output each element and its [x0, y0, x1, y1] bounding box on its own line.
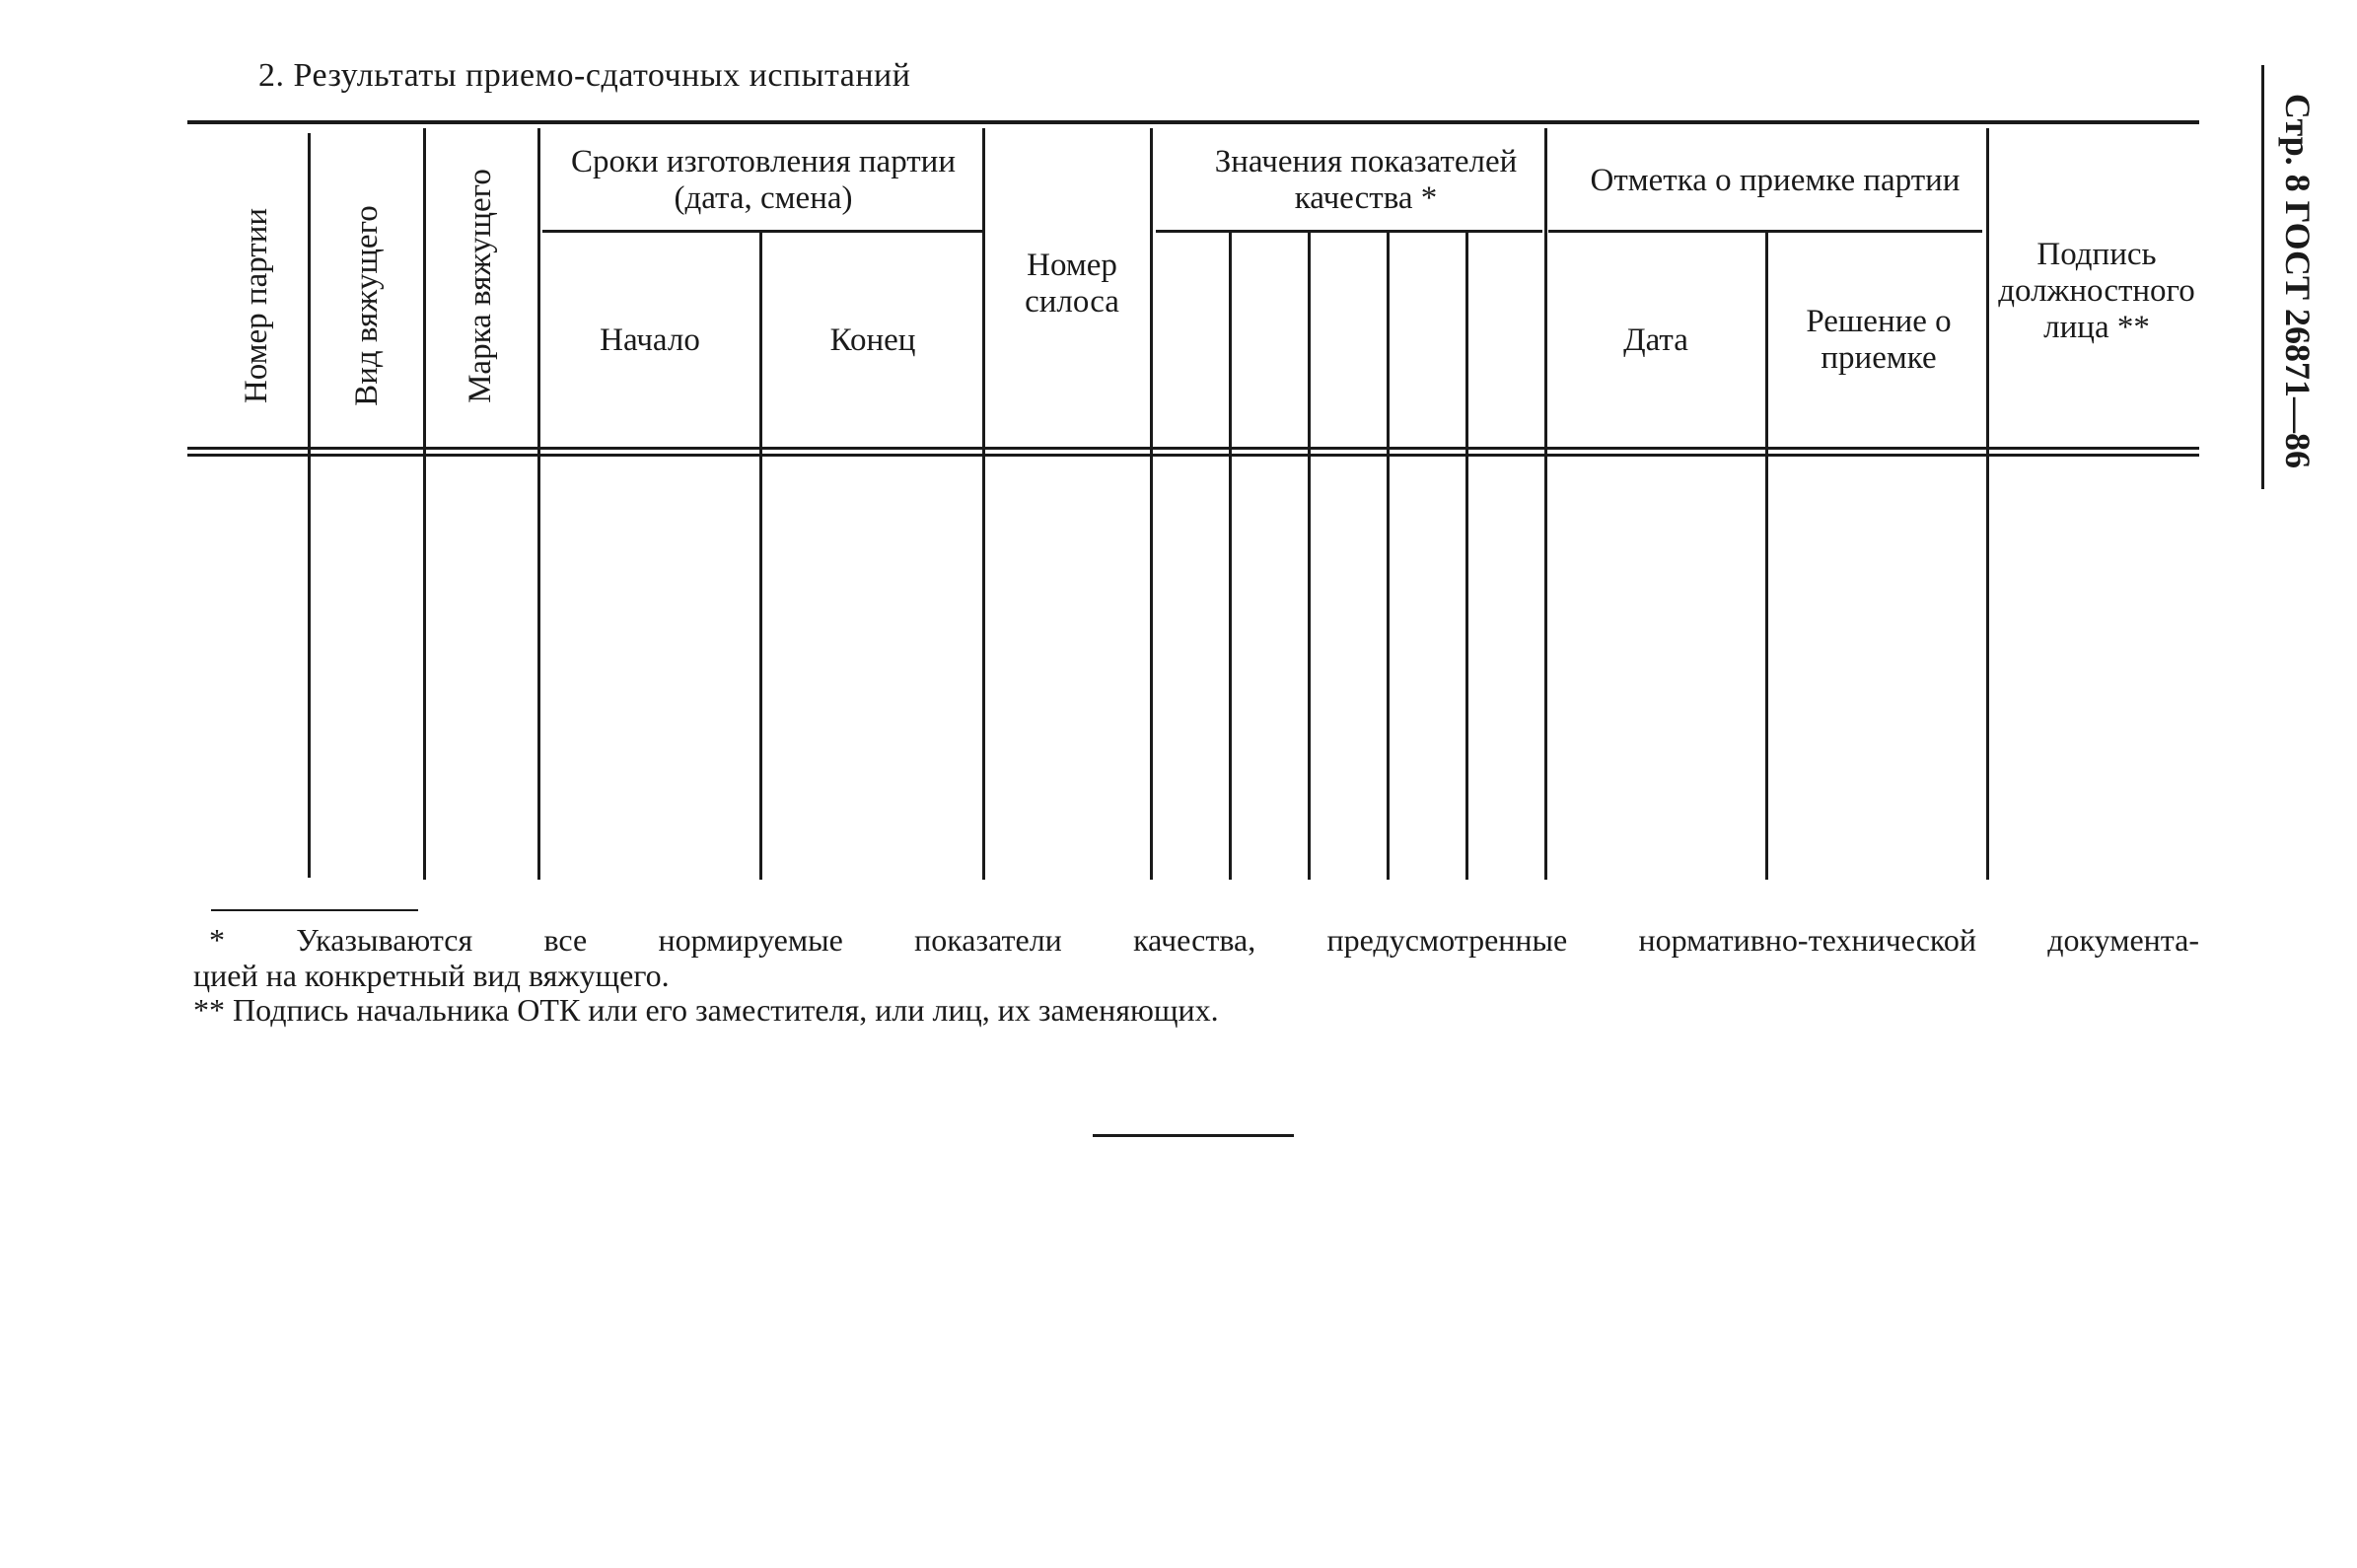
- col-divider: [759, 233, 762, 880]
- dates-group-rule: [542, 230, 982, 233]
- col-divider: [1465, 233, 1468, 880]
- side-label-rule: [2261, 65, 2264, 489]
- col-divider: [1765, 233, 1768, 880]
- table-top-rule: [187, 120, 2199, 124]
- header-decision: Решение о приемке: [1806, 304, 1952, 376]
- col-divider: [982, 128, 985, 880]
- header-binder-grade: Марка вяжущего: [463, 169, 498, 403]
- col-divider: [1308, 233, 1311, 880]
- footnote-2: ** Подпись начальника ОТК или его заместителя, или лиц, их заменяющих.: [193, 992, 1219, 1028]
- quality-group-rule: [1156, 230, 1542, 233]
- col-divider: [1229, 233, 1232, 880]
- header-silo-number: Номер силоса: [1025, 248, 1119, 320]
- header-batch-number: Номер партии: [239, 207, 274, 404]
- footnote-1-line-2: цией на конкретный вид вяжущего.: [193, 958, 670, 993]
- header-bottom-rule: [187, 447, 2199, 450]
- col-divider: [1150, 128, 1153, 880]
- col-divider: [1986, 128, 1989, 880]
- col-divider: [537, 128, 540, 880]
- section-title: 2. Результаты приемо-сдаточных испытаний: [258, 57, 911, 94]
- page-number-standard: Стр. 8 ГОСТ 26871—86: [2278, 93, 2318, 469]
- col-divider: [308, 133, 311, 878]
- header-bottom-rule-second: [187, 454, 2199, 457]
- page-side-label: [2278, 64, 2318, 498]
- end-of-section-rule: [1093, 1134, 1294, 1137]
- col-divider: [1544, 128, 1547, 880]
- header-acceptance-mark: Отметка о приемке партии: [1590, 162, 1961, 198]
- col-divider: [423, 128, 426, 880]
- header-production-dates: Сроки изготовления партии (дата, смена): [570, 144, 957, 216]
- header-start: Начало: [600, 321, 700, 358]
- footnote-separator: [211, 909, 418, 911]
- col-divider: [1387, 233, 1390, 880]
- footnote-1-line-1: * Указываются все нормируемые показатели качества, предусмотренные нормативно-технической документа-: [209, 922, 2199, 958]
- header-quality-values: Значения показателей качества *: [1214, 144, 1518, 216]
- header-binder-type: Вид вяжущего: [349, 205, 385, 406]
- header-date: Дата: [1623, 321, 1688, 358]
- header-end: Конец: [829, 321, 916, 358]
- header-signature: Подпись должностного лица **: [1998, 236, 2195, 345]
